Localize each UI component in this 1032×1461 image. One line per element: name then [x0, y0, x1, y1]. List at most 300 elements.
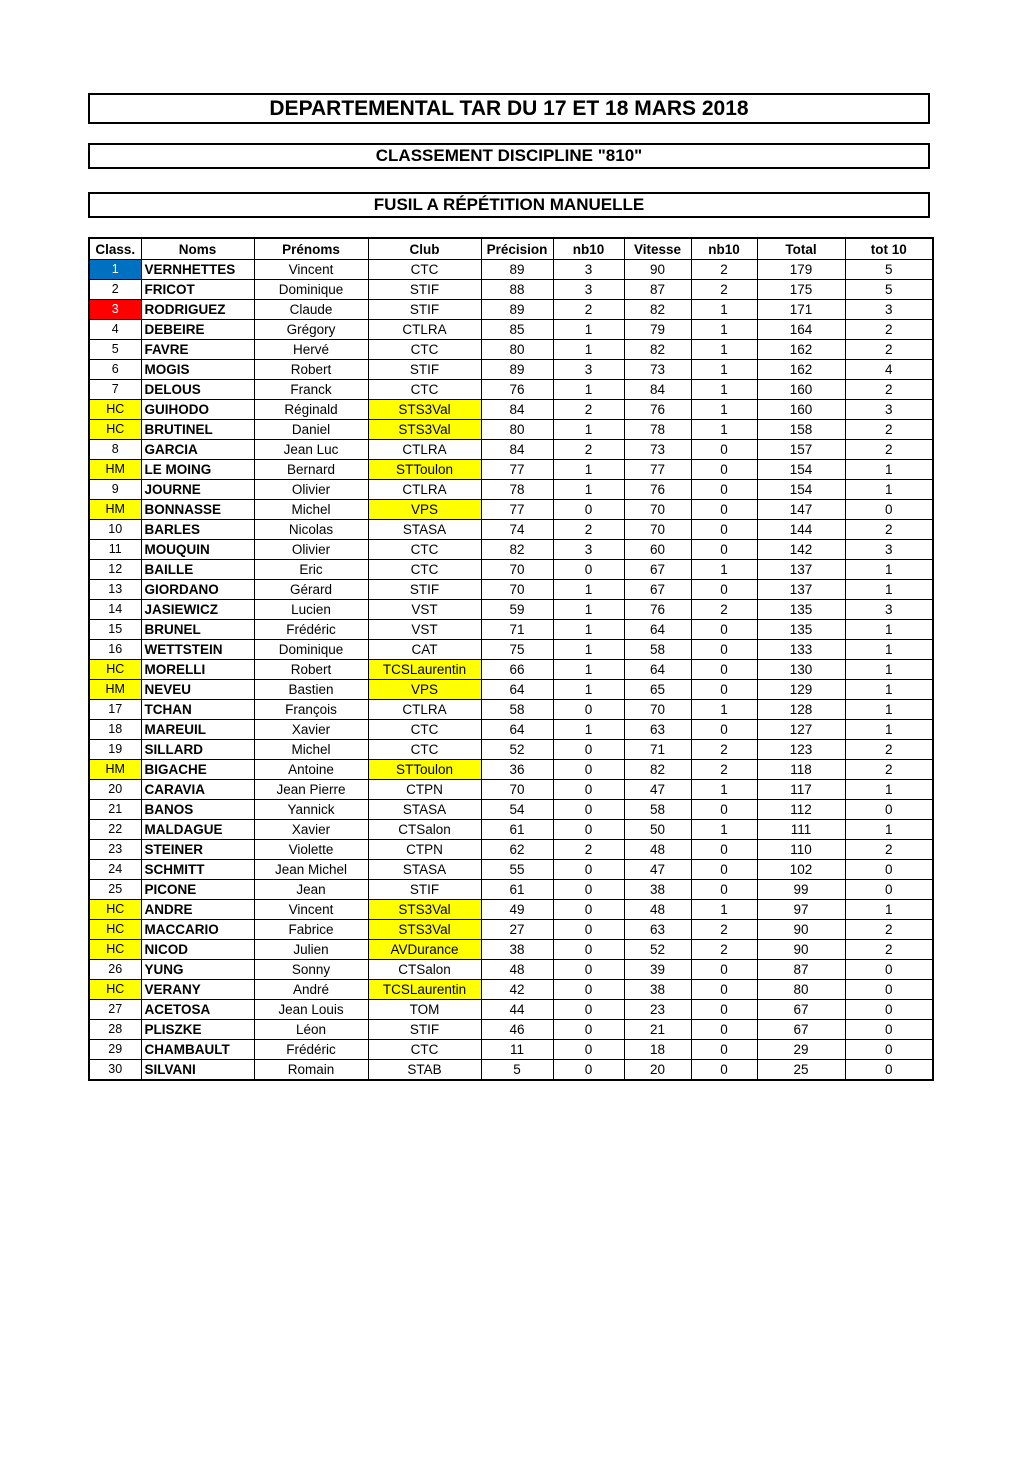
- header-vitesse: Vitesse: [624, 238, 691, 260]
- nb10-precision-cell: 0: [553, 960, 624, 980]
- table-row: [89, 800, 933, 820]
- total-cell: 160: [757, 380, 845, 400]
- total-cell: 99: [757, 880, 845, 900]
- precision-cell: 80: [481, 340, 553, 360]
- nb10-precision-cell: 0: [553, 980, 624, 1000]
- table-row: [89, 880, 933, 900]
- total-cell: 67: [757, 1020, 845, 1040]
- nb10-vitesse-cell: 0: [691, 1000, 757, 1020]
- class-cell: 30: [89, 1060, 141, 1081]
- club-cell: STS3Val: [368, 420, 481, 440]
- table-row: [89, 580, 933, 600]
- tot10-cell: 0: [845, 500, 933, 520]
- vitesse-cell: 84: [624, 380, 691, 400]
- class-cell: 25: [89, 880, 141, 900]
- firstname-cell: Frédéric: [254, 620, 368, 640]
- nb10-vitesse-cell: 1: [691, 340, 757, 360]
- vitesse-cell: 78: [624, 420, 691, 440]
- class-cell: 15: [89, 620, 141, 640]
- firstname-cell: Jean Luc: [254, 440, 368, 460]
- tot10-cell: 2: [845, 940, 933, 960]
- tot10-cell: 0: [845, 1040, 933, 1060]
- nb10-precision-cell: 2: [553, 520, 624, 540]
- club-cell: CTC: [368, 560, 481, 580]
- tot10-cell: 1: [845, 660, 933, 680]
- total-cell: 97: [757, 900, 845, 920]
- tot10-cell: 2: [845, 320, 933, 340]
- vitesse-cell: 58: [624, 640, 691, 660]
- precision-cell: 42: [481, 980, 553, 1000]
- tot10-cell: 3: [845, 400, 933, 420]
- table-header-row: [89, 238, 933, 260]
- firstname-cell: André: [254, 980, 368, 1000]
- precision-cell: 77: [481, 500, 553, 520]
- nb10-vitesse-cell: 1: [691, 700, 757, 720]
- tot10-cell: 1: [845, 580, 933, 600]
- total-cell: 154: [757, 480, 845, 500]
- class-cell: 16: [89, 640, 141, 660]
- table-row: [89, 700, 933, 720]
- club-cell: VST: [368, 620, 481, 640]
- precision-cell: 61: [481, 820, 553, 840]
- total-cell: 162: [757, 360, 845, 380]
- vitesse-cell: 48: [624, 840, 691, 860]
- nb10-precision-cell: 1: [553, 340, 624, 360]
- class-cell: 4: [89, 320, 141, 340]
- tot10-cell: 2: [845, 740, 933, 760]
- club-cell: STIF: [368, 280, 481, 300]
- firstname-cell: Daniel: [254, 420, 368, 440]
- table-row: [89, 820, 933, 840]
- firstname-cell: Jean Michel: [254, 860, 368, 880]
- table-row: [89, 540, 933, 560]
- firstname-cell: Jean Pierre: [254, 780, 368, 800]
- precision-cell: 89: [481, 360, 553, 380]
- name-cell: DEBEIRE: [141, 320, 254, 340]
- name-cell: MAREUIL: [141, 720, 254, 740]
- firstname-cell: Bernard: [254, 460, 368, 480]
- name-cell: RODRIGUEZ: [141, 300, 254, 320]
- firstname-cell: Olivier: [254, 480, 368, 500]
- header-precision: Précision: [481, 238, 553, 260]
- club-cell: CTC: [368, 540, 481, 560]
- table-row: [89, 480, 933, 500]
- name-cell: MACCARIO: [141, 920, 254, 940]
- club-cell: CTC: [368, 740, 481, 760]
- tot10-cell: 1: [845, 900, 933, 920]
- nb10-precision-cell: 0: [553, 1000, 624, 1020]
- vitesse-cell: 50: [624, 820, 691, 840]
- vitesse-cell: 38: [624, 880, 691, 900]
- precision-cell: 84: [481, 440, 553, 460]
- nb10-precision-cell: 0: [553, 1020, 624, 1040]
- tot10-cell: 2: [845, 340, 933, 360]
- class-cell: 29: [89, 1040, 141, 1060]
- total-cell: 137: [757, 580, 845, 600]
- club-cell: VPS: [368, 500, 481, 520]
- header-club: Club: [368, 238, 481, 260]
- vitesse-cell: 82: [624, 340, 691, 360]
- name-cell: BANOS: [141, 800, 254, 820]
- nb10-vitesse-cell: 2: [691, 280, 757, 300]
- club-cell: STIF: [368, 300, 481, 320]
- class-cell: 22: [89, 820, 141, 840]
- class-cell: 1: [89, 260, 141, 280]
- vitesse-cell: 38: [624, 980, 691, 1000]
- firstname-cell: Xavier: [254, 820, 368, 840]
- total-cell: 157: [757, 440, 845, 460]
- club-cell: STToulon: [368, 760, 481, 780]
- tot10-cell: 1: [845, 780, 933, 800]
- nb10-precision-cell: 1: [553, 720, 624, 740]
- name-cell: FAVRE: [141, 340, 254, 360]
- precision-cell: 70: [481, 780, 553, 800]
- nb10-precision-cell: 1: [553, 660, 624, 680]
- firstname-cell: Franck: [254, 380, 368, 400]
- table-row: [89, 400, 933, 420]
- nb10-precision-cell: 0: [553, 500, 624, 520]
- class-cell: 11: [89, 540, 141, 560]
- nb10-vitesse-cell: 0: [691, 800, 757, 820]
- total-cell: 135: [757, 600, 845, 620]
- results-table: [88, 237, 934, 1081]
- nb10-vitesse-cell: 2: [691, 760, 757, 780]
- firstname-cell: Fabrice: [254, 920, 368, 940]
- nb10-vitesse-cell: 1: [691, 320, 757, 340]
- precision-cell: 55: [481, 860, 553, 880]
- table-row: [89, 300, 933, 320]
- class-cell: HC: [89, 900, 141, 920]
- total-cell: 25: [757, 1060, 845, 1081]
- precision-cell: 49: [481, 900, 553, 920]
- vitesse-cell: 76: [624, 480, 691, 500]
- class-cell: HC: [89, 940, 141, 960]
- club-cell: STS3Val: [368, 900, 481, 920]
- nb10-vitesse-cell: 0: [691, 460, 757, 480]
- firstname-cell: Vincent: [254, 260, 368, 280]
- club-cell: CTLRA: [368, 700, 481, 720]
- total-cell: 112: [757, 800, 845, 820]
- precision-cell: 48: [481, 960, 553, 980]
- name-cell: SILVANI: [141, 1060, 254, 1081]
- total-cell: 154: [757, 460, 845, 480]
- club-cell: TOM: [368, 1000, 481, 1020]
- header-prenoms: Prénoms: [254, 238, 368, 260]
- name-cell: BRUTINEL: [141, 420, 254, 440]
- club-cell: CAT: [368, 640, 481, 660]
- name-cell: TCHAN: [141, 700, 254, 720]
- precision-cell: 71: [481, 620, 553, 640]
- firstname-cell: Eric: [254, 560, 368, 580]
- vitesse-cell: 64: [624, 620, 691, 640]
- nb10-precision-cell: 1: [553, 380, 624, 400]
- vitesse-cell: 63: [624, 720, 691, 740]
- precision-cell: 78: [481, 480, 553, 500]
- tot10-cell: 1: [845, 480, 933, 500]
- club-cell: CTC: [368, 720, 481, 740]
- nb10-precision-cell: 1: [553, 680, 624, 700]
- tot10-cell: 3: [845, 540, 933, 560]
- table-row: [89, 920, 933, 940]
- firstname-cell: Gérard: [254, 580, 368, 600]
- precision-cell: 70: [481, 560, 553, 580]
- tot10-cell: 1: [845, 640, 933, 660]
- total-cell: 128: [757, 700, 845, 720]
- tot10-cell: 1: [845, 680, 933, 700]
- table-row: [89, 260, 933, 280]
- nb10-vitesse-cell: 0: [691, 720, 757, 740]
- nb10-precision-cell: 2: [553, 300, 624, 320]
- table-row: [89, 320, 933, 340]
- name-cell: MORELLI: [141, 660, 254, 680]
- firstname-cell: Dominique: [254, 280, 368, 300]
- tot10-cell: 1: [845, 700, 933, 720]
- nb10-precision-cell: 2: [553, 400, 624, 420]
- club-cell: AVDurance: [368, 940, 481, 960]
- nb10-vitesse-cell: 0: [691, 480, 757, 500]
- class-cell: 27: [89, 1000, 141, 1020]
- firstname-cell: Réginald: [254, 400, 368, 420]
- total-cell: 160: [757, 400, 845, 420]
- vitesse-cell: 65: [624, 680, 691, 700]
- nb10-vitesse-cell: 0: [691, 1020, 757, 1040]
- firstname-cell: Grégory: [254, 320, 368, 340]
- table-row: [89, 640, 933, 660]
- table-row: [89, 980, 933, 1000]
- name-cell: PLISZKE: [141, 1020, 254, 1040]
- precision-cell: 75: [481, 640, 553, 660]
- table-row: [89, 740, 933, 760]
- club-cell: CTLRA: [368, 320, 481, 340]
- class-cell: 17: [89, 700, 141, 720]
- tot10-cell: 0: [845, 1000, 933, 1020]
- nb10-vitesse-cell: 1: [691, 400, 757, 420]
- class-cell: 12: [89, 560, 141, 580]
- total-cell: 87: [757, 960, 845, 980]
- nb10-precision-cell: 1: [553, 320, 624, 340]
- class-cell: HC: [89, 980, 141, 1000]
- class-cell: HC: [89, 420, 141, 440]
- nb10-vitesse-cell: 0: [691, 580, 757, 600]
- nb10-precision-cell: 0: [553, 700, 624, 720]
- class-cell: 24: [89, 860, 141, 880]
- total-cell: 111: [757, 820, 845, 840]
- vitesse-cell: 70: [624, 700, 691, 720]
- nb10-vitesse-cell: 2: [691, 260, 757, 280]
- total-cell: 129: [757, 680, 845, 700]
- class-cell: 19: [89, 740, 141, 760]
- name-cell: BARLES: [141, 520, 254, 540]
- table-row: [89, 360, 933, 380]
- nb10-precision-cell: 0: [553, 880, 624, 900]
- name-cell: MOGIS: [141, 360, 254, 380]
- club-cell: TCSLaurentin: [368, 660, 481, 680]
- name-cell: PICONE: [141, 880, 254, 900]
- name-cell: NICOD: [141, 940, 254, 960]
- tot10-cell: 2: [845, 760, 933, 780]
- club-cell: STASA: [368, 800, 481, 820]
- firstname-cell: Frédéric: [254, 1040, 368, 1060]
- header-nb10-precision: nb10: [553, 238, 624, 260]
- tot10-cell: 2: [845, 420, 933, 440]
- firstname-cell: Xavier: [254, 720, 368, 740]
- vitesse-cell: 70: [624, 500, 691, 520]
- class-cell: 21: [89, 800, 141, 820]
- header-nb10-vitesse: nb10: [691, 238, 757, 260]
- name-cell: VERANY: [141, 980, 254, 1000]
- tot10-cell: 0: [845, 860, 933, 880]
- precision-cell: 84: [481, 400, 553, 420]
- total-cell: 133: [757, 640, 845, 660]
- precision-cell: 89: [481, 300, 553, 320]
- firstname-cell: Michel: [254, 500, 368, 520]
- table-row: [89, 520, 933, 540]
- tot10-cell: 3: [845, 300, 933, 320]
- class-cell: 5: [89, 340, 141, 360]
- precision-cell: 70: [481, 580, 553, 600]
- vitesse-cell: 21: [624, 1020, 691, 1040]
- header-noms: Noms: [141, 238, 254, 260]
- table-row: [89, 620, 933, 640]
- vitesse-cell: 73: [624, 440, 691, 460]
- vitesse-cell: 76: [624, 600, 691, 620]
- total-cell: 110: [757, 840, 845, 860]
- nb10-vitesse-cell: 1: [691, 420, 757, 440]
- name-cell: GARCIA: [141, 440, 254, 460]
- precision-cell: 85: [481, 320, 553, 340]
- club-cell: CTC: [368, 260, 481, 280]
- discipline-title: FUSIL A RÉPÉTITION MANUELLE: [88, 192, 930, 218]
- nb10-precision-cell: 0: [553, 760, 624, 780]
- nb10-vitesse-cell: 1: [691, 300, 757, 320]
- precision-cell: 62: [481, 840, 553, 860]
- firstname-cell: Antoine: [254, 760, 368, 780]
- total-cell: 171: [757, 300, 845, 320]
- vitesse-cell: 47: [624, 860, 691, 880]
- nb10-precision-cell: 0: [553, 560, 624, 580]
- firstname-cell: Bastien: [254, 680, 368, 700]
- class-cell: 26: [89, 960, 141, 980]
- name-cell: FRICOT: [141, 280, 254, 300]
- precision-cell: 27: [481, 920, 553, 940]
- precision-cell: 44: [481, 1000, 553, 1020]
- club-cell: STAB: [368, 1060, 481, 1081]
- club-cell: CTSalon: [368, 820, 481, 840]
- nb10-vitesse-cell: 0: [691, 1060, 757, 1081]
- nb10-vitesse-cell: 0: [691, 880, 757, 900]
- nb10-vitesse-cell: 0: [691, 640, 757, 660]
- total-cell: 175: [757, 280, 845, 300]
- table-row: [89, 1000, 933, 1020]
- nb10-precision-cell: 0: [553, 740, 624, 760]
- nb10-precision-cell: 3: [553, 280, 624, 300]
- table-row: [89, 860, 933, 880]
- table-row: [89, 840, 933, 860]
- total-cell: 80: [757, 980, 845, 1000]
- nb10-precision-cell: 0: [553, 900, 624, 920]
- nb10-precision-cell: 3: [553, 260, 624, 280]
- table-row: [89, 660, 933, 680]
- class-cell: HM: [89, 500, 141, 520]
- table-row: [89, 1020, 933, 1040]
- total-cell: 130: [757, 660, 845, 680]
- firstname-cell: Violette: [254, 840, 368, 860]
- precision-cell: 64: [481, 680, 553, 700]
- precision-cell: 5: [481, 1060, 553, 1081]
- nb10-vitesse-cell: 0: [691, 960, 757, 980]
- table-row: [89, 380, 933, 400]
- table-row: [89, 780, 933, 800]
- club-cell: STIF: [368, 360, 481, 380]
- firstname-cell: Yannick: [254, 800, 368, 820]
- firstname-cell: Robert: [254, 360, 368, 380]
- firstname-cell: Romain: [254, 1060, 368, 1081]
- name-cell: SILLARD: [141, 740, 254, 760]
- table-row: [89, 760, 933, 780]
- table-row: [89, 420, 933, 440]
- total-cell: 137: [757, 560, 845, 580]
- vitesse-cell: 82: [624, 300, 691, 320]
- precision-cell: 61: [481, 880, 553, 900]
- name-cell: BIGACHE: [141, 760, 254, 780]
- name-cell: WETTSTEIN: [141, 640, 254, 660]
- class-cell: 14: [89, 600, 141, 620]
- total-cell: 117: [757, 780, 845, 800]
- precision-cell: 46: [481, 1020, 553, 1040]
- class-cell: 7: [89, 380, 141, 400]
- table-row: [89, 1060, 933, 1081]
- club-cell: CTPN: [368, 780, 481, 800]
- firstname-cell: Sonny: [254, 960, 368, 980]
- total-cell: 135: [757, 620, 845, 640]
- club-cell: CTSalon: [368, 960, 481, 980]
- vitesse-cell: 63: [624, 920, 691, 940]
- precision-cell: 52: [481, 740, 553, 760]
- table-row: [89, 960, 933, 980]
- nb10-precision-cell: 1: [553, 420, 624, 440]
- document-title: DEPARTEMENTAL TAR DU 17 ET 18 MARS 2018: [88, 93, 930, 124]
- total-cell: 179: [757, 260, 845, 280]
- total-cell: 123: [757, 740, 845, 760]
- nb10-vitesse-cell: 2: [691, 940, 757, 960]
- ranking-subtitle: CLASSEMENT DISCIPLINE "810": [88, 143, 930, 169]
- precision-cell: 88: [481, 280, 553, 300]
- nb10-precision-cell: 1: [553, 620, 624, 640]
- tot10-cell: 0: [845, 1020, 933, 1040]
- nb10-precision-cell: 1: [553, 640, 624, 660]
- total-cell: 142: [757, 540, 845, 560]
- vitesse-cell: 52: [624, 940, 691, 960]
- tot10-cell: 0: [845, 980, 933, 1000]
- club-cell: STIF: [368, 1020, 481, 1040]
- nb10-vitesse-cell: 0: [691, 540, 757, 560]
- class-cell: HM: [89, 680, 141, 700]
- firstname-cell: François: [254, 700, 368, 720]
- table-row: [89, 900, 933, 920]
- table-row: [89, 600, 933, 620]
- results-body: [89, 260, 933, 1081]
- firstname-cell: Julien: [254, 940, 368, 960]
- tot10-cell: 3: [845, 600, 933, 620]
- class-cell: 23: [89, 840, 141, 860]
- nb10-vitesse-cell: 2: [691, 600, 757, 620]
- club-cell: VST: [368, 600, 481, 620]
- nb10-vitesse-cell: 0: [691, 520, 757, 540]
- vitesse-cell: 67: [624, 580, 691, 600]
- nb10-vitesse-cell: 0: [691, 980, 757, 1000]
- name-cell: NEVEU: [141, 680, 254, 700]
- club-cell: TCSLaurentin: [368, 980, 481, 1000]
